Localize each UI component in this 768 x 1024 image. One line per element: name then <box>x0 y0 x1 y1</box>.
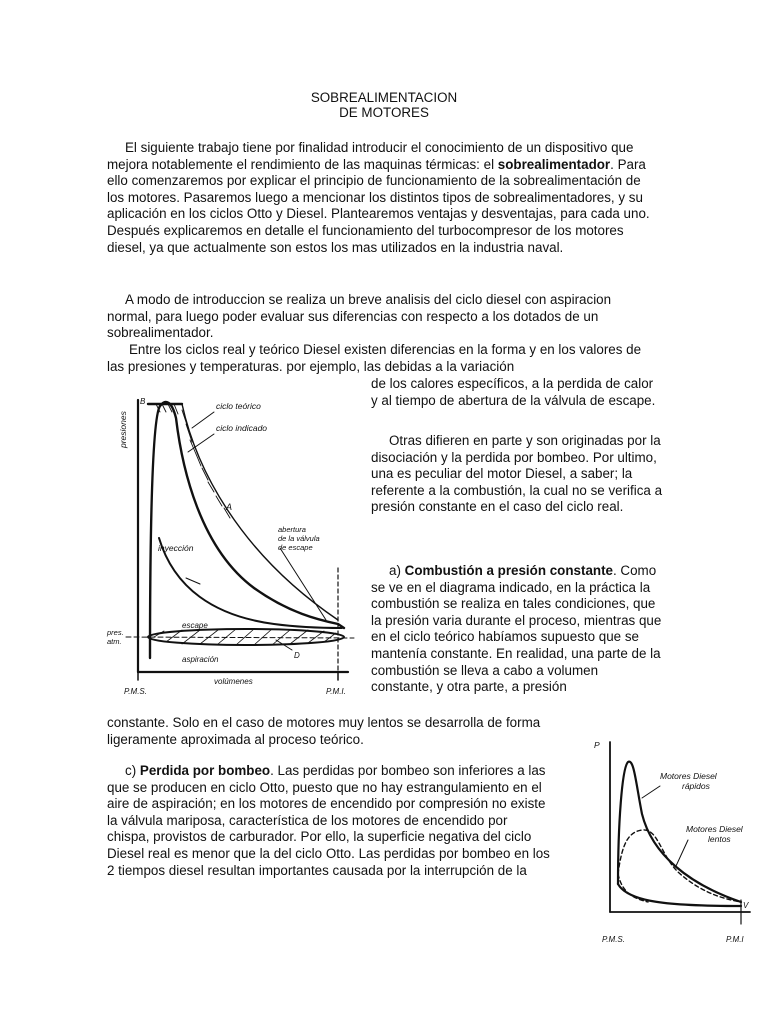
theoretical-hatching <box>156 404 233 518</box>
intro-p3-text-a: Entre los ciclos real y teórico Diesel existen diferencias en la forma y en los valores de las presiones y temperaturas. por ejemplo, las debidas a la variación <box>107 342 642 374</box>
intro-p1-text-a: El siguiente trabajo tiene por finalidad introducir el conocimiento de un dispositivo que mejora notablemente el rendimiento de las maquinas térmicas: el <box>107 140 634 172</box>
intro-paragraph-2 <box>107 292 655 342</box>
label-ciclo-indicado: ciclo indicado <box>216 423 268 433</box>
section-c-label: c) <box>125 763 137 778</box>
label-pres-1: pres. <box>107 628 124 637</box>
intro-p3-text-b: de los calores específicos, a la perdida de calor y al tiempo de abertura de la válvula de escape. <box>371 376 656 408</box>
section-c-text: . Las perdidas por bombeo son inferiores a las que se producen en ciclo Otto, puesto que no hay estrangulamiento en el aire de aspiración; en los motores de encendido por compresión no existe la válvula mariposa, característica de los motores de encendido por chispa, provistos de carburador. Por ello, la superficie negativa del ciclo Diesel real es menor que la del ciclo Otto. Las perdidas por bombeo en los 2 tiempos diesel resultan importantes causada por la interrupción de la <box>107 763 550 878</box>
intro-paragraph-3-cont <box>371 376 663 409</box>
y-axis-label: presiones <box>118 411 128 448</box>
intro-p1-text-b: . Para ello comenzaremos por explicar el principio de funcionamiento de la sobrealimentación de los motores. Pasaremos luego a mencionar los distintos tipos de sobrealimentadores, y su aplicación en los ciclos Otto y Diesel. Plantearemos ventajas y desventajas, para cada uno. Después explicaremos en detalle el funcionamiento del turbocompresor de los motores diesel, ya que actualmente son estos los mas utilizados en la industria naval. <box>107 156 650 255</box>
v-axis-label: V <box>743 901 749 910</box>
side-p4-text: Otras difieren en parte y son originadas por la disociación y la perdida por bombeo. Por ultimo, una es peculiar del motor Diesel, a saber; la referente a la combustión, la cual no se verifica a presión constante en el caso del ciclo real. <box>371 433 663 515</box>
leader-fast <box>642 786 660 798</box>
label-lentos-2: lentos <box>708 834 731 844</box>
section-a-cont-text: constante. Solo en el caso de motores muy lentos se desarrolla de forma ligeramente aproximada al proceso teórico. <box>107 715 541 747</box>
title-line-1: SOBREALIMENTACION <box>310 90 458 105</box>
intro-paragraph-1 <box>107 140 655 256</box>
label-abertura-3: de escape <box>278 543 313 552</box>
leader-theoretical <box>192 412 214 428</box>
label-rapidos-2: rápidos <box>682 781 710 791</box>
label-pms-2: P.M.S. <box>602 935 625 944</box>
label-pms: P.M.S. <box>124 687 147 696</box>
label-a: A <box>226 502 233 512</box>
label-pmi-2: P.M.I <box>726 935 744 944</box>
label-aspiracion: aspiración <box>182 655 219 664</box>
intro-paragraph-3 <box>107 342 655 375</box>
leader-injection <box>186 578 200 584</box>
label-pres-2: atm. <box>107 637 122 646</box>
section-a-text: . Como se ve en el diagrama indicado, en la práctica la combustión se realiza en tales condiciones, que la presión varia durante el proceso, mientras que en el ciclo teórico habíamos supuesto que se mantenía constante. En realidad, una parte de la combustión se lleva a cabo a volumen constante, y otra parte, a presión <box>371 563 662 695</box>
intro-p1-bold: sobrealimentador <box>497 156 611 172</box>
label-abertura-1: abertura <box>278 525 306 534</box>
section-a-label: a) <box>389 563 401 578</box>
atm-pressure-line <box>126 637 354 638</box>
p-axis-label: P <box>594 740 600 750</box>
leader-exhaust-valve <box>280 548 326 620</box>
label-abertura-2: de la válvula <box>278 534 320 543</box>
label-pmi: P.M.I. <box>326 687 346 696</box>
diesel-speed-comparison-diagram <box>588 734 764 952</box>
label-rapidos-1: Motores Diesel <box>660 771 717 781</box>
x-axis-label: volúmenes <box>214 677 253 686</box>
section-a-continuation <box>107 715 577 748</box>
diesel-cycle-diagram <box>104 388 366 700</box>
label-d: D <box>294 651 300 660</box>
side-paragraph-4 <box>371 433 663 516</box>
leader-slow <box>676 840 688 866</box>
section-a-heading: Combustión a presión constante <box>404 563 613 578</box>
label-escape: escape <box>182 621 208 630</box>
intro-p2-text: A modo de introduccion se realiza un breve analisis del ciclo diesel con aspiracion normal, para luego poder evaluar sus diferencias con respecto a los dotados de un sobrealimentador. <box>107 292 612 341</box>
theoretical-cycle-expansion <box>182 404 338 620</box>
page-title <box>0 90 768 120</box>
section-c-paragraph <box>107 763 553 879</box>
section-c-heading: Perdida por bombeo <box>139 763 271 778</box>
label-inyeccion: inyección <box>158 543 194 553</box>
label-b: B <box>140 397 146 406</box>
label-lentos-1: Motores Diesel <box>686 824 743 834</box>
section-a-paragraph <box>371 563 663 696</box>
label-ciclo-teorico: ciclo teórico <box>216 401 261 411</box>
title-line-2: DE MOTORES <box>339 105 429 120</box>
